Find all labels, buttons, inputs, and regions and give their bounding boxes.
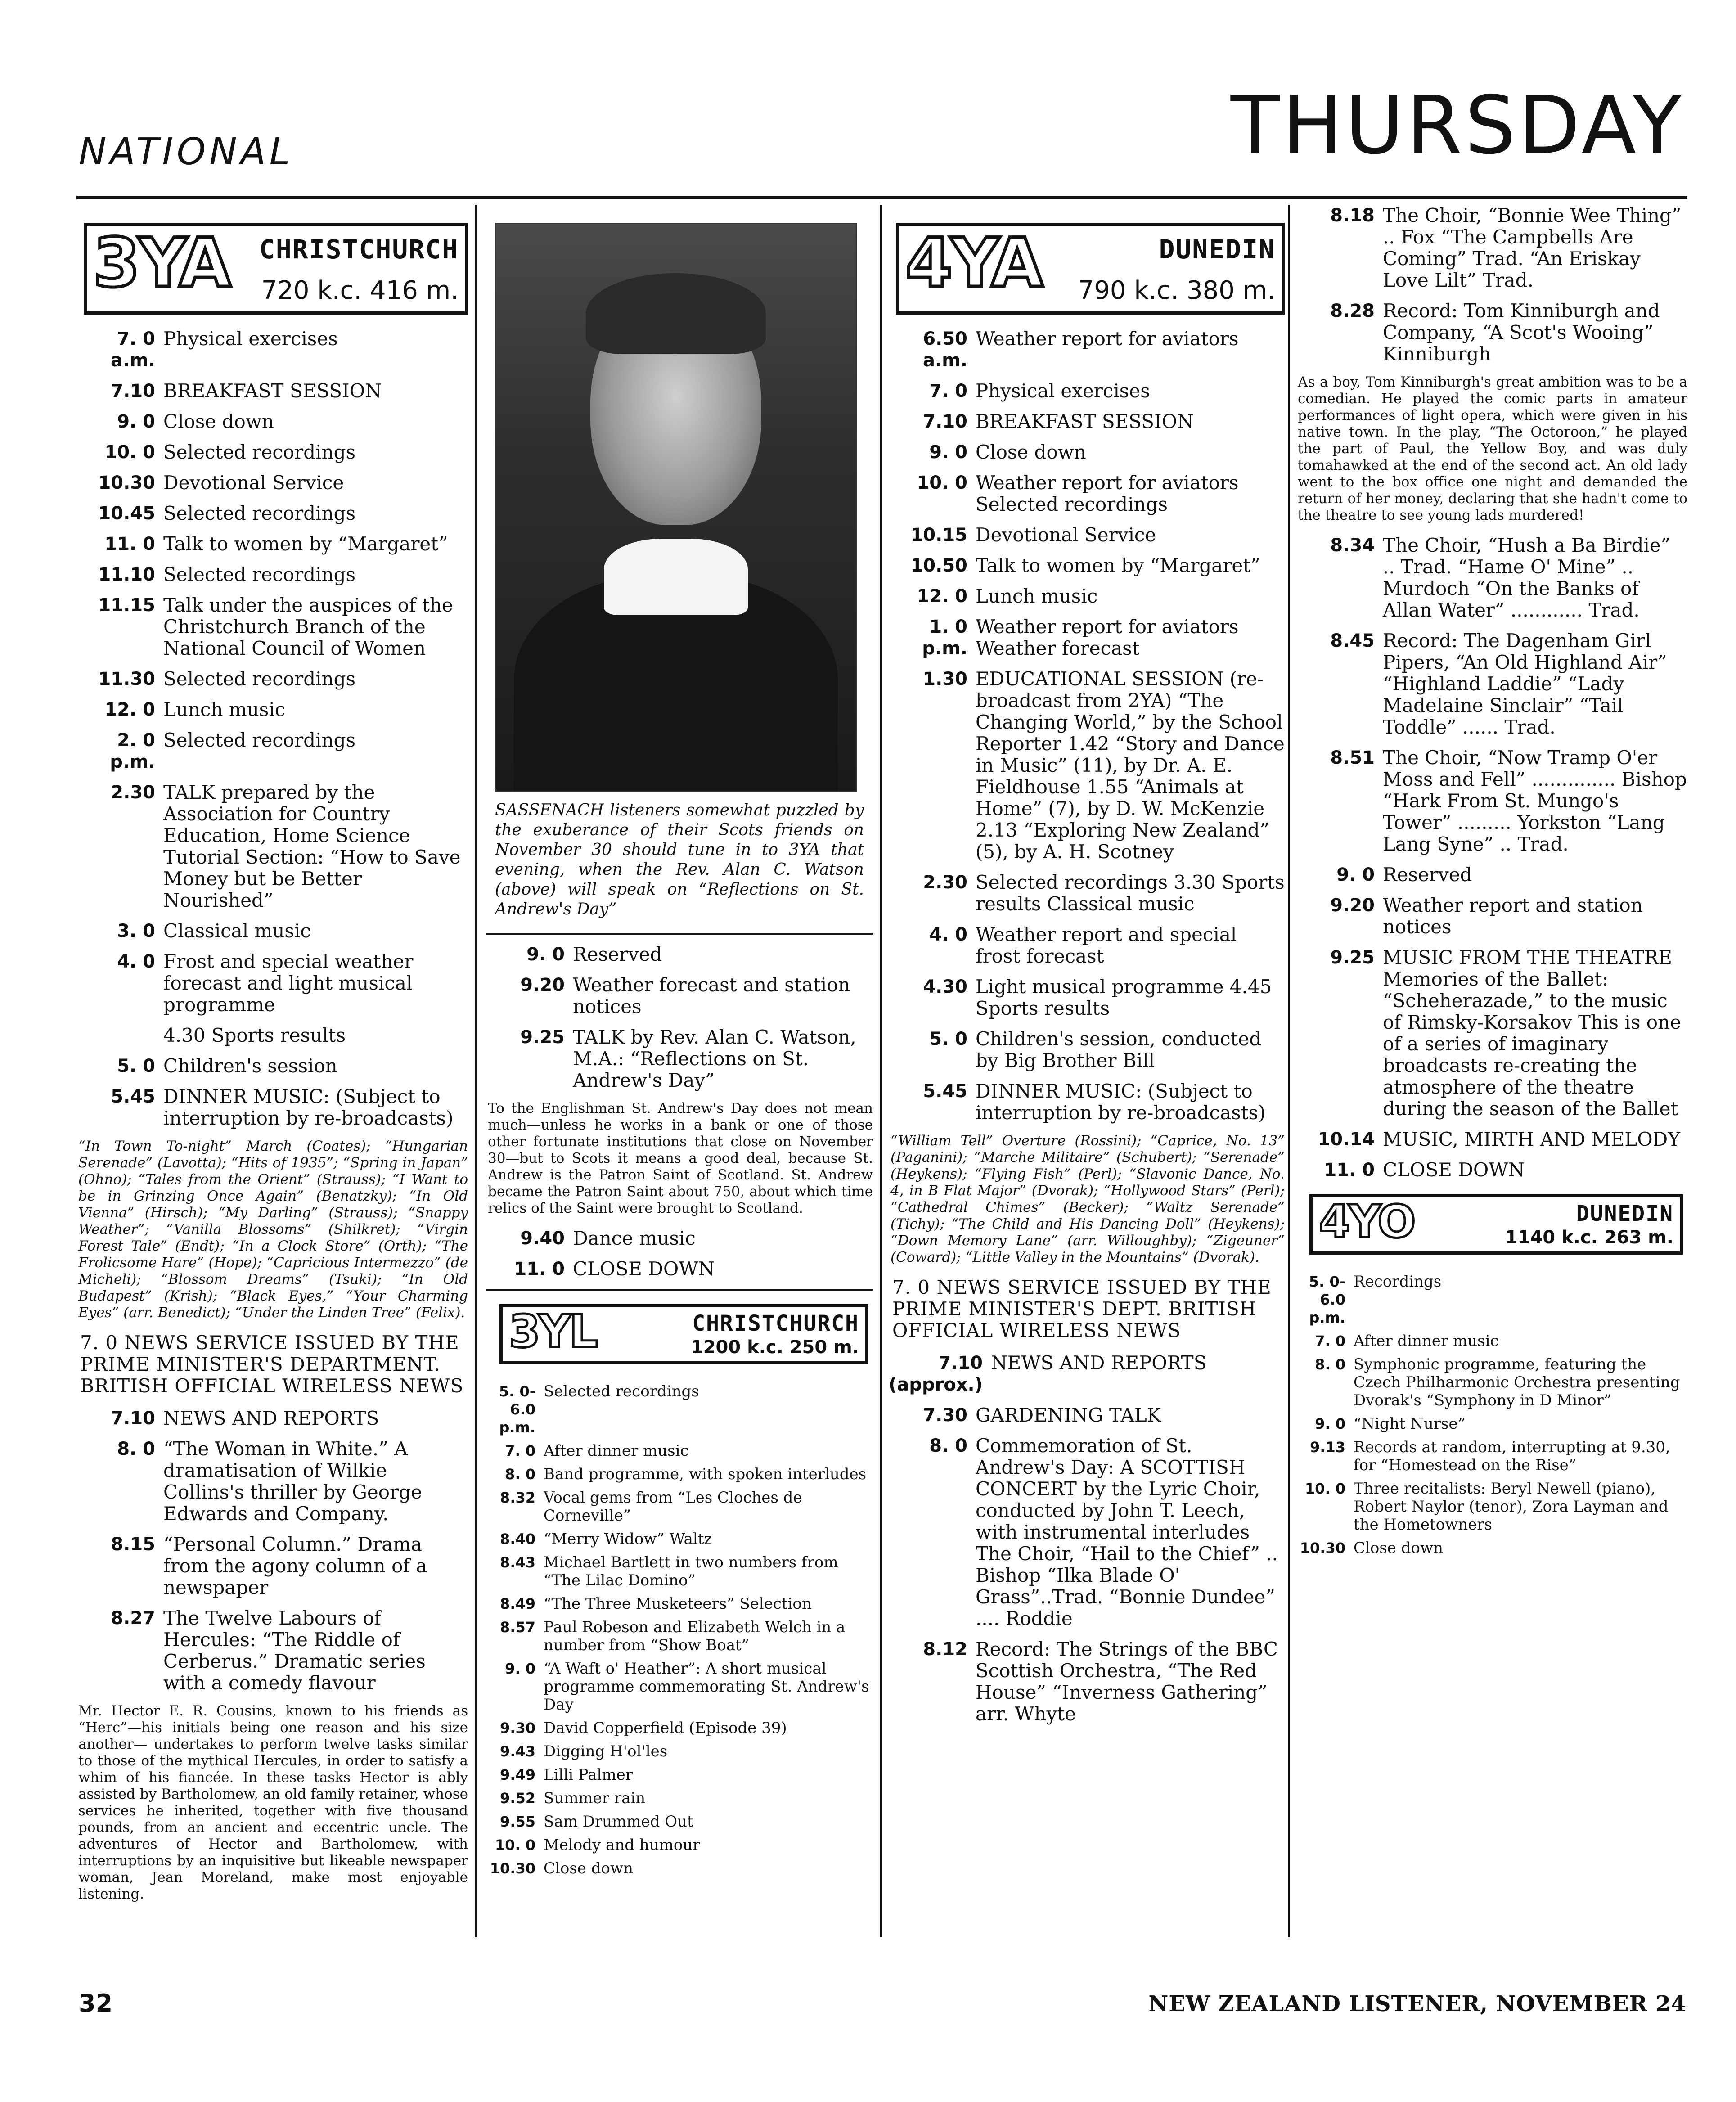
programme-time: 5. 0 <box>929 1029 967 1049</box>
programme-item <box>889 1080 1285 1124</box>
programme-item <box>889 524 1285 546</box>
programme-title: Physical exercises <box>163 328 338 350</box>
programme-title: “Merry Widow” Waltz <box>544 1530 712 1548</box>
programme-time: 9.25 <box>1330 947 1375 968</box>
dinner-music-note: “William Tell” Overture (Rossini); “Caprice, No. 13” (Paganini); “Marche Militaire” (Schubert); “Serenade” (Heykens); “Flying Fish” (Perl); “Slavonic Dance, No. 4, in B Flat Major” (Dvorak); “Hollywood Stars” (Perl); “Cathedral Chimes” (Becker); “Waltz Serenade” (Tichy); “The Child and His Dancing Doll” (Heykens); “Down Memory Lane” (arr. Willoughby); “Zigeuner” (Coward); “Little Valley in the Mountains” (Dvorak). <box>890 1133 1285 1265</box>
programme-item <box>889 872 1285 915</box>
programme-title: Frost and special weather forecast and light musical programme <box>163 950 414 1016</box>
programme-time: 2. 0 p.m. <box>110 730 155 772</box>
programme-item <box>486 1489 873 1525</box>
programme-time: 3. 0 <box>117 921 155 941</box>
programme-item <box>76 668 468 690</box>
programme-time: 5.45 <box>923 1081 967 1102</box>
programme-title: Close down <box>163 410 274 432</box>
programme-time: 1. 0 p.m. <box>922 617 967 659</box>
programme-item <box>76 1534 468 1598</box>
programme-time: 8.34 <box>1330 535 1375 556</box>
programme-time: 7.10 <box>923 411 967 432</box>
programme-title: Lunch music <box>976 585 1098 607</box>
programme-item <box>1296 864 1687 886</box>
programme-item <box>76 1086 468 1129</box>
hercules-note: Mr. Hector E. R. Cousins, known to his friends as “Herc”—his initials being one reason and his size another— undertakes to perform twelve tasks similar to those of the mythical Hercules, in order to satisfy a whim of his fiancée. In these tasks Hector is ably assisted by Bartholomew, an old family retainer, whose services he inherited, together with five thousand pounds, from an ancient and eccentric uncle. The adventures of Hector and Bartholomew, with interruptions by an inquisitive but likeable newspaper woman, Jean Moreland, make most enjoyable listening. <box>78 1703 468 1902</box>
programme-item <box>486 1530 873 1548</box>
programme-time: 10. 0 <box>917 473 967 493</box>
programme-time: 12. 0 <box>917 586 967 607</box>
programme-title: David Copperfield (Episode 39) <box>544 1719 787 1737</box>
programme-title: Band programme, with spoken interludes <box>544 1465 867 1483</box>
programme-title: Children's session, conducted by Big Brother Bill <box>976 1028 1262 1071</box>
station-frequency: 1200 k.c. 250 m. <box>690 1337 859 1358</box>
programme-time: 10. 0 <box>1304 1480 1345 1497</box>
programme-title: After dinner music <box>544 1442 689 1460</box>
programme-title: 4.30 Sports results <box>163 1024 346 1046</box>
programme-list <box>486 1382 873 1877</box>
programme-time: 8.32 <box>500 1489 535 1506</box>
programme-time: 10.30 <box>98 473 155 493</box>
programme-time: 5. 0 <box>117 1056 155 1076</box>
programme-item <box>76 503 468 524</box>
station-logo-4yo <box>1309 1194 1683 1255</box>
programme-title: Selected recordings <box>163 441 356 463</box>
programme-time: 9.20 <box>1330 895 1375 916</box>
programme-time: 10.15 <box>910 525 967 545</box>
programme-title: Weather report for aviators Weather forecast <box>976 616 1239 659</box>
programme-title: Selected recordings <box>163 729 356 751</box>
programme-time: 9.55 <box>500 1813 535 1830</box>
programme-time: 10. 0 <box>495 1836 535 1854</box>
programme-time: 9. 0 <box>526 944 565 965</box>
programme-time: 8.51 <box>1330 747 1375 768</box>
programme-title: MUSIC FROM THE THEATRE Memories of the Ballet: “Scheherazade,” to the music of Rimsky-Korsakov This is one of a series of imaginary broadcasts re-creating the atmosphere of the theatre during the season of the Ballet <box>1383 946 1681 1120</box>
programme-item <box>76 380 468 402</box>
programme-time: 12. 0 <box>104 699 155 720</box>
programme-title: Talk under the auspices of the Christchurch Branch of the National Council of Women <box>163 594 453 659</box>
programme-title: TALK by Rev. Alan C. Watson, M.A.: “Reflections on St. Andrew's Day” <box>573 1026 856 1091</box>
programme-item <box>889 441 1285 463</box>
programme-time: 5.45 <box>111 1086 155 1107</box>
programme-list <box>1296 535 1687 1181</box>
station-logo-3yl <box>499 1304 868 1364</box>
programme-time: 10. 0 <box>104 442 155 463</box>
programme-title: EDUCATIONAL SESSION (re-broadcast from 2YA) “The Changing World,” by the School Reporter 1.42 “Story and Dance in Music” (11), by Dr. A. E. Fieldhouse 1.55 “Animals at Home” (7), by D. W. McKenzie 2.13 “Exploring New Zealand” (5), by A. H. Scotney <box>976 668 1285 863</box>
programme-item <box>889 585 1285 607</box>
programme-time: 11.10 <box>98 564 155 585</box>
programme-time: 8. 0 <box>505 1466 535 1483</box>
programme-item <box>1296 535 1687 621</box>
programme-title: CLOSE DOWN <box>1383 1159 1525 1181</box>
programme-item <box>1296 1273 1687 1327</box>
programme-item <box>486 1742 873 1760</box>
programme-time: 10.30 <box>1300 1539 1345 1557</box>
programme-item <box>1296 947 1687 1120</box>
programme-time: 8. 0 <box>117 1439 155 1459</box>
programme-time: 7.10 (approx.) <box>889 1353 983 1395</box>
programme-title: “A Waft o' Heather”: A short musical programme commemorating St. Andrew's Day <box>544 1660 869 1714</box>
programme-item <box>76 951 468 1016</box>
station-logo-3ya <box>84 223 468 315</box>
programme-time: 11.30 <box>98 669 155 689</box>
programme-time: 6.50 a.m. <box>922 329 967 371</box>
station-city: DUNEDIN <box>1576 1201 1673 1226</box>
programme-item <box>486 1553 873 1589</box>
programme-item <box>889 924 1285 967</box>
programme-time: 11. 0 <box>1324 1160 1375 1180</box>
programme-item <box>76 1408 468 1429</box>
programme-item <box>486 1228 873 1249</box>
programme-item <box>1296 1129 1687 1150</box>
programme-list <box>889 1352 1285 1725</box>
programme-item <box>1296 1539 1687 1557</box>
programme-item <box>1296 1159 1687 1181</box>
programme-title: Talk to women by “Margaret” <box>976 554 1260 576</box>
programme-time: 8.12 <box>923 1639 967 1660</box>
programme-time: 9.13 <box>1310 1439 1345 1456</box>
programme-item <box>889 1028 1285 1071</box>
programme-list <box>1296 205 1687 365</box>
column-4ya-continued <box>1296 205 1687 1937</box>
programme-item <box>1296 747 1687 855</box>
column-divider <box>475 205 477 1937</box>
programme-item <box>486 1719 873 1737</box>
programme-item <box>1296 1415 1687 1433</box>
programme-time: 4. 0 <box>929 924 967 945</box>
programme-title: Recordings <box>1354 1273 1442 1291</box>
programme-item <box>486 1442 873 1460</box>
programme-item <box>1296 1332 1687 1350</box>
programme-time: 11. 0 <box>514 1259 565 1279</box>
programme-title: Selected recordings 3.30 Sports results Classical music <box>976 871 1285 915</box>
programme-item <box>76 594 468 659</box>
programme-title: Records at random, interrupting at 9.30, for “Homestead on the Rise” <box>1354 1438 1670 1474</box>
programme-title: The Choir, “Now Tramp O'er Moss and Fell” .............. Bishop “Hark From St. Mungo's Tower” ......... Yorkston “Lang Lang Syne” .. Trad. <box>1383 747 1687 855</box>
column-4ya <box>889 205 1285 1937</box>
programme-title: Sam Drummed Out <box>544 1813 693 1831</box>
programme-time: 8.27 <box>111 1608 155 1629</box>
programme-title: BREAKFAST SESSION <box>163 380 382 402</box>
programme-time: 8.15 <box>111 1534 155 1555</box>
programme-time: 10.45 <box>98 503 155 524</box>
programme-title: Weather report and station notices <box>1383 894 1643 938</box>
programme-item <box>889 1352 1285 1395</box>
programme-time: 5. 0-6.0 p.m. <box>499 1383 535 1436</box>
programme-item <box>486 1382 873 1436</box>
programme-title: BREAKFAST SESSION <box>976 410 1194 432</box>
programme-time: 9. 0 <box>1315 1415 1345 1432</box>
programme-item <box>889 1435 1285 1629</box>
programme-title: Talk to women by “Margaret” <box>163 533 448 555</box>
programme-item <box>76 564 468 585</box>
programme-item <box>889 1404 1285 1426</box>
programme-item <box>76 782 468 911</box>
programme-title: Three recitalists: Beryl Newell (piano), Robert Naylor (tenor), Zora Layman and the Hometowners <box>1354 1480 1669 1534</box>
programme-time: 7.30 <box>923 1405 967 1426</box>
programme-time: 7. 0 <box>1315 1332 1345 1350</box>
programme-title: Weather report and special frost forecast <box>976 923 1237 967</box>
programme-title: Weather report for aviators Selected recordings <box>976 472 1239 515</box>
programme-title: Weather forecast and station notices <box>573 974 850 1017</box>
programme-title: Reserved <box>573 943 662 965</box>
programme-list <box>1296 1273 1687 1557</box>
programme-title: Melody and humour <box>544 1836 700 1854</box>
programme-time: 10.50 <box>910 555 967 576</box>
station-logo-4ya <box>896 223 1285 315</box>
programme-title: Weather report for aviators <box>976 328 1239 350</box>
station-frequency: 790 k.c. 380 m. <box>1078 276 1275 305</box>
programme-title: GARDENING TALK <box>976 1404 1161 1426</box>
programme-title: Close down <box>976 441 1086 463</box>
programme-item <box>1296 1438 1687 1474</box>
programme-title: Devotional Service <box>163 472 344 494</box>
column-3ya <box>76 205 468 1937</box>
programme-item <box>889 668 1285 863</box>
programme-time: 7. 0 <box>929 381 967 401</box>
programme-title: Michael Bartlett in two numbers from “The Lilac Domino” <box>544 1553 838 1589</box>
column-divider <box>1288 205 1290 1937</box>
programme-item <box>76 699 468 720</box>
programme-title: Dance music <box>573 1227 696 1249</box>
programme-item <box>486 1859 873 1877</box>
station-frequency: 720 k.c. 416 m. <box>261 276 459 305</box>
news-service: 7. 0 NEWS SERVICE ISSUED BY THE PRIME MINISTER'S DEPT. BRITISH OFFICIAL WIRELESS NEWS <box>892 1276 1272 1341</box>
programme-title: Record: The Strings of the BBC Scottish Orchestra, “The Red House” “Inverness Gathering” arr. Whyte <box>976 1638 1278 1725</box>
news-service: 7. 0 NEWS SERVICE ISSUED BY THE PRIME MINISTER'S DEPARTMENT. BRITISH OFFICIAL WIRELESS NEWS <box>80 1332 464 1397</box>
column-photo-3yl <box>486 205 873 1937</box>
programme-time: 8.57 <box>500 1619 535 1636</box>
programme-item <box>76 920 468 942</box>
programme-item <box>76 1438 468 1525</box>
programme-time: 9.25 <box>520 1027 565 1048</box>
programme-time: 11.15 <box>98 595 155 616</box>
programme-title: Selected recordings <box>163 563 356 585</box>
programme-title: “Night Nurse” <box>1354 1415 1466 1433</box>
programme-title: NEWS AND REPORTS <box>991 1352 1207 1374</box>
programme-title: NEWS AND REPORTS <box>163 1407 379 1429</box>
station-city: CHRISTCHURCH <box>259 234 459 265</box>
programme-title: CLOSE DOWN <box>573 1258 715 1280</box>
programme-time: 9. 0 <box>1336 864 1375 885</box>
programme-item <box>889 411 1285 432</box>
programme-item <box>889 555 1285 576</box>
programme-title: Lilli Palmer <box>544 1766 633 1784</box>
programme-title: Light musical programme 4.45 Sports results <box>976 976 1272 1019</box>
talk-note: To the Englishman St. Andrew's Day does not mean much—unless he works in a bank or one of those other fortunate institutions that close on November 30—but to Scots it means a good deal, because St. Andrew is the Patron Saint of Scotland. St. Andrew became the Patron Saint about 750, about which time relics of the Saint were brought to Scotland. <box>488 1100 873 1216</box>
programme-item <box>486 944 873 965</box>
programme-time: 4. 0 <box>117 951 155 972</box>
programme-time: 8. 0 <box>1315 1356 1345 1373</box>
programme-time: 9.40 <box>520 1228 565 1249</box>
programme-item <box>486 1618 873 1654</box>
page-number: 32 <box>79 1989 113 2017</box>
programme-list <box>76 1408 468 1694</box>
day-title: THURSDAY <box>1230 79 1684 172</box>
programme-time: 9.30 <box>500 1719 535 1737</box>
programme-item <box>76 328 468 371</box>
programme-title: The Choir, “Bonnie Wee Thing” .. Fox “The Campbells Are Coming” Trad. “An Eriskay Love Lilt” Trad. <box>1383 205 1682 291</box>
programme-time: 7.10 <box>111 1408 155 1429</box>
programme-time: 10.14 <box>1318 1129 1375 1150</box>
programme-title: Paul Robeson and Elizabeth Welch in a number from “Show Boat” <box>544 1618 846 1654</box>
programme-time: 8.40 <box>500 1530 535 1548</box>
kinniburgh-note: As a boy, Tom Kinniburgh's great ambition was to be a comedian. He played the comic parts in amateur performances of light opera, which were given in his native town. In the play, “The Octoroon,” he played the part of Paul, the Yellow Boy, and was duly tomahawked at the end of the second act. An old lady went to the box office one night and demanded the return of her money, declaring that she hadn't come to the theatre to see young lads murdered! <box>1298 374 1687 523</box>
programme-item <box>889 616 1285 659</box>
dinner-music-note: “In Town To-night” March (Coates); “Hungarian Serenade” (Lavotta); “Hits of 1935”; “Spring in Japan” (Ohno); “Tales from the Orient” (Strauss); “I Want to be in Grinzing Once Again” (Benatzky); “In Old Vienna” (Hirsch); “My Darling” (Strauss); “Snappy Weather”; “Vanilla Blossoms” (Shilkret); “Virgin Forest Tale” (Endt); “In a Clock Store” (Orth); “The Frolicsome Hare” (Hope); “Capricious Intermezzo” (de Micheli); “Blossom Dreams” (Tsuki); “In Old Budapest” (Krish); “Black Eyes,” “Your Charming Eyes” (arr. Benedict); “Under the Linden Tree” (Felix). <box>78 1138 468 1321</box>
programme-title: Selected recordings <box>163 502 356 524</box>
programme-item <box>486 1789 873 1807</box>
programme-time: 1.30 <box>923 669 967 689</box>
programme-time: 9.43 <box>500 1743 535 1760</box>
programme-title: Close down <box>1354 1539 1443 1557</box>
programme-title: Commemoration of St. Andrew's Day: A SCOTTISH CONCERT by the Lyric Choir, conducted by John T. Leech, with instrumental interludes The Choir, “Hail to the Chief” .. Bishop “Ilka Blade O' Grass”..Trad. “Bonnie Dundee” .... Roddie <box>976 1435 1278 1629</box>
programme-time: 7. 0 <box>505 1442 535 1459</box>
programme-title: “The Woman in White.” A dramatisation of Wilkie Collins's thriller by George Edwards and Company. <box>163 1438 422 1525</box>
programme-time <box>76 1025 163 1046</box>
programme-time: 9. 0 <box>929 442 967 463</box>
programme-item <box>76 1055 468 1077</box>
programme-list <box>76 328 468 1129</box>
programme-time: 8.49 <box>500 1595 535 1612</box>
programme-time: 9.49 <box>500 1766 535 1783</box>
programme-title: DINNER MUSIC: (Subject to interruption by re-broadcasts) <box>976 1080 1266 1124</box>
programme-time: 9. 0 <box>117 411 155 432</box>
programme-time: 8.43 <box>500 1554 535 1571</box>
programme-title: Physical exercises <box>976 380 1150 402</box>
programme-list <box>486 944 873 1091</box>
programme-title: Children's session <box>163 1055 337 1077</box>
programme-item <box>76 441 468 463</box>
programme-time: 5. 0-6.0 p.m. <box>1309 1273 1345 1326</box>
divider <box>486 933 873 935</box>
programme-item <box>889 976 1285 1019</box>
programme-title: Symphonic programme, featuring the Czech Philharmonic Orchestra presenting Dvorak's “Symphony in D Minor” <box>1354 1355 1680 1409</box>
programme-title: Lunch music <box>163 698 286 720</box>
programme-time: 8.18 <box>1330 205 1375 226</box>
section-label: NATIONAL <box>79 131 294 173</box>
programme-list <box>889 328 1285 1124</box>
programme-item <box>1296 1480 1687 1534</box>
programme-item <box>486 1660 873 1714</box>
programme-time: 9.52 <box>500 1790 535 1807</box>
header-rule <box>76 196 1687 199</box>
programme-item <box>889 472 1285 515</box>
programme-time: 9. 0 <box>505 1660 535 1677</box>
station-call-sign: 4YO <box>1319 1195 1414 1248</box>
programme-title: Close down <box>544 1859 633 1877</box>
programme-time: 7.10 <box>111 381 155 401</box>
programme-title: The Choir, “Hush a Ba Birdie” .. Trad. “Hame O' Mine” .. Murdoch “On the Banks of Allan Water” ............ Trad. <box>1383 534 1671 621</box>
programme-item <box>486 1595 873 1613</box>
programme-item <box>1296 895 1687 938</box>
programme-item <box>486 974 873 1017</box>
programme-title: Reserved <box>1383 864 1472 886</box>
programme-item <box>486 1258 873 1280</box>
programme-item <box>76 1607 468 1694</box>
programme-item <box>889 1638 1285 1725</box>
programme-title: After dinner music <box>1354 1332 1499 1350</box>
programme-title: Record: The Dagenham Girl Pipers, “An Old Highland Air” “Highland Laddie” “Lady Madelaine Sinclair” “Tail Toddle” ...... Trad. <box>1383 630 1667 738</box>
programme-item <box>889 328 1285 371</box>
programme-time: 8. 0 <box>929 1436 967 1456</box>
programme-time: 8.28 <box>1330 301 1375 321</box>
programme-item <box>889 380 1285 402</box>
divider <box>486 1289 873 1291</box>
programme-title: “Personal Column.” Drama from the agony column of a newspaper <box>163 1533 427 1598</box>
programme-item <box>1296 205 1687 291</box>
programme-item <box>486 1813 873 1831</box>
programme-title: The Twelve Labours of Hercules: “The Riddle of Cerberus.” Dramatic series with a comedy flavour <box>163 1607 426 1694</box>
programme-title: “The Three Musketeers” Selection <box>544 1595 812 1613</box>
programme-title: Classical music <box>163 920 311 942</box>
programme-item <box>76 1025 468 1046</box>
programme-list <box>486 1228 873 1280</box>
programme-item <box>486 1465 873 1483</box>
portrait-photo <box>495 223 857 792</box>
programme-item <box>1296 630 1687 738</box>
photo-caption: SASSENACH listeners somewhat puzzled by the exuberance of their Scots friends on November 30 should tune in to 3YA that evening, when the Rev. Alan C. Watson (above) will speak on “Reflections on St. Andrew's Day” <box>495 801 864 918</box>
programme-title: Selected recordings <box>544 1382 699 1400</box>
programme-title: Summer rain <box>544 1789 646 1807</box>
programme-time: 4.30 <box>923 977 967 997</box>
station-call-sign: 3YL <box>509 1305 596 1358</box>
programme-title: Digging H'ol'les <box>544 1742 668 1760</box>
programme-title: TALK prepared by the Association for Country Education, Home Science Tutorial Section: “How to Save Money but be Better Nourished” <box>163 781 461 911</box>
programme-title: MUSIC, MIRTH AND MELODY <box>1383 1128 1681 1150</box>
programme-item <box>76 472 468 494</box>
station-call-sign: 4YA <box>905 224 1042 302</box>
programme-item <box>1296 1355 1687 1409</box>
programme-title: Vocal gems from “Les Cloches de Corneville” <box>544 1489 802 1525</box>
programme-item <box>486 1026 873 1091</box>
station-city: CHRISTCHURCH <box>692 1311 859 1336</box>
programme-time: 9.20 <box>520 975 565 995</box>
station-frequency: 1140 k.c. 263 m. <box>1505 1227 1673 1248</box>
programme-item <box>1296 300 1687 365</box>
programme-title: Devotional Service <box>976 524 1156 546</box>
station-call-sign: 3YA <box>93 224 229 302</box>
programme-item <box>486 1766 873 1784</box>
column-divider <box>880 205 882 1937</box>
programme-time: 2.30 <box>111 782 155 803</box>
publication-line: NEW ZEALAND LISTENER, NOVEMBER 24 <box>1148 1991 1687 2016</box>
programme-time: 7. 0 a.m. <box>110 329 155 371</box>
programme-time: 10.30 <box>490 1860 535 1877</box>
programme-time: 2.30 <box>923 872 967 893</box>
programme-title: Record: Tom Kinniburgh and Company, “A Scot's Wooing” Kinniburgh <box>1383 300 1660 365</box>
programme-title: DINNER MUSIC: (Subject to interruption by re-broadcasts) <box>163 1085 454 1129</box>
programme-time: 8.45 <box>1330 630 1375 651</box>
programme-item <box>486 1836 873 1854</box>
station-city: DUNEDIN <box>1159 234 1275 265</box>
programme-item <box>76 533 468 555</box>
programme-time: 11. 0 <box>104 534 155 554</box>
programme-item <box>76 411 468 432</box>
programme-item <box>76 729 468 773</box>
programme-title: Selected recordings <box>163 668 356 690</box>
